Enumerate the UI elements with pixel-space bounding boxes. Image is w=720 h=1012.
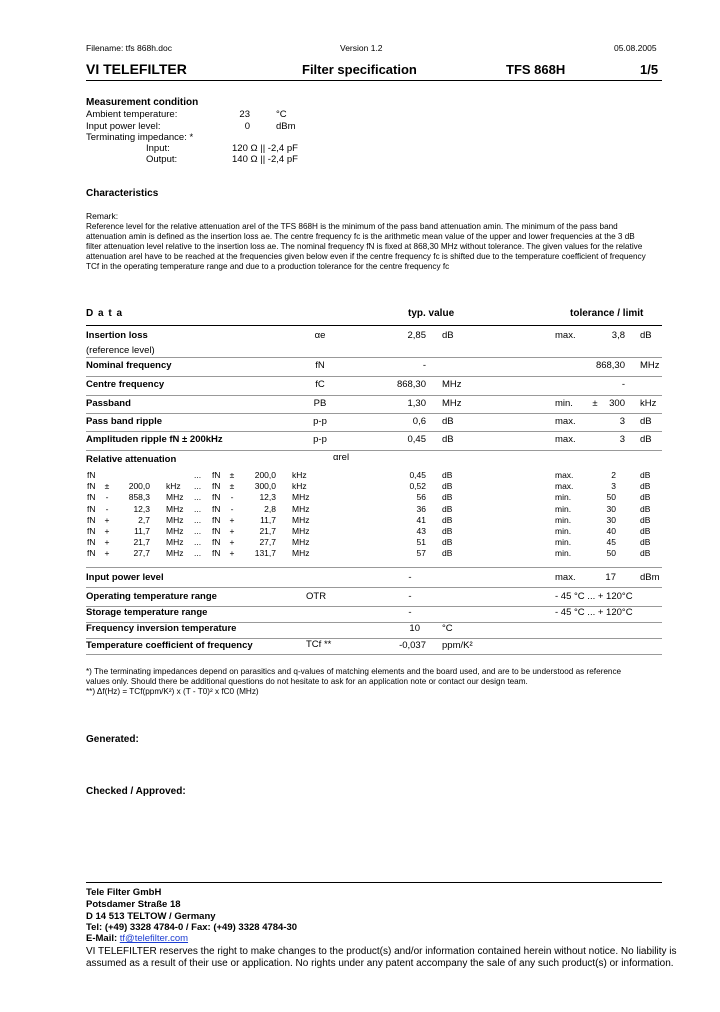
row-limit-type: max. [555,330,576,341]
row-tol-unit: dB [640,434,652,445]
rel-unit1: MHz [166,504,184,514]
rel-dots: ... [194,481,202,491]
rel-value2: 200,0 [254,470,276,480]
row-limit-type: max. [555,434,576,445]
row-rule [86,376,662,377]
footer-tel: Tel: (+49) 3328 4784-0 / Fax: (+49) 3328 4784-30 [86,922,298,933]
date: 05.08.2005 [614,43,657,53]
rel-tol-unit: dB [640,492,651,502]
rel-unit2: MHz [292,537,310,547]
rel-tol: 3 [611,481,616,491]
rel-f2: fN [212,470,221,480]
row-symbol: PB [313,398,327,409]
otr-typ: - [408,591,412,602]
rel-tol: 2 [611,470,616,480]
rel-f1: fN [87,548,96,558]
company-logo [86,61,187,77]
row-tolerance: 3 [619,416,625,427]
rel-unit: dB [442,537,453,547]
rel-dots: ... [194,515,202,525]
rel-tol: 45 [606,537,616,547]
rel-limit: max. [555,481,574,491]
footer-email-row [86,933,188,944]
input-label: Input: [146,143,170,154]
rel-sign2: + [229,537,235,547]
table-bottom-rule [86,654,662,655]
rel-dots: ... [194,504,202,514]
row-tolerance: 3,8 [611,330,625,341]
otr-label: Operating temperature range [86,591,217,602]
row-rule [86,450,662,451]
power-unit: dBm [276,121,296,132]
rel-value2: 300,0 [254,481,276,491]
rel-value2: 12,3 [259,492,276,502]
row-unit: dB [442,330,454,341]
note-2: **) Δf(Hz) = TCf(ppm/K²) x (T - T0)² x fC0 (MHz) [86,687,259,696]
measurement-heading: Measurement condition [86,97,199,108]
part-number: TFS 868H [506,62,566,77]
rel-unit: dB [442,481,453,491]
rel-value1: 12,3 [133,504,150,514]
row-pm: ± [592,398,598,409]
row-typ-value: 1,30 [407,398,426,409]
inversion-label: Frequency inversion temperature [86,623,237,634]
rel-typ: 43 [416,526,426,536]
filename: Filename: tfs 868h.doc [86,43,172,53]
checked-label: Checked / Approved: [86,786,186,797]
rel-tol: 30 [606,504,616,514]
power-label: Input power level: [86,121,161,132]
rel-tol-unit: dB [640,537,651,547]
otr-symbol: OTR [306,591,327,602]
doc-title: Filter specification [302,62,417,77]
row-typ-value: 868,30 [396,379,426,390]
rel-unit1: MHz [166,526,184,536]
rel-unit1: MHz [166,537,184,547]
rel-typ: 36 [416,504,426,514]
row-tol-unit: MHz [640,360,660,371]
row-symbol: αe [314,330,326,341]
rel-value1: 27,7 [133,548,150,558]
rel-sign2: - [230,492,234,502]
input-value: 120 Ω || -2,4 pF [232,143,298,154]
rel-sign1: + [104,515,110,525]
row-rule [86,587,662,588]
rel-f1: fN [87,470,96,480]
input-power-typ: - [408,572,412,583]
rel-f2: fN [212,515,221,525]
rel-sign1: - [105,504,109,514]
rel-value1: 200,0 [128,481,150,491]
col-tolerance: tolerance / limit [570,308,644,319]
page-number: 1/5 [640,62,659,77]
rel-tol-unit: dB [640,515,651,525]
rel-unit2: MHz [292,492,310,502]
rel-unit: dB [442,492,453,502]
input-power-tol: 17 [605,572,616,583]
rel-limit: min. [555,526,572,536]
note-1-cont: values only. Should there be additional questions do not hesitate to ask for an application note or contact our design team. [86,677,528,686]
footer-company: Tele Filter GmbH [86,887,162,898]
rel-sign1: - [105,492,109,502]
row-limit-type: min. [555,398,573,409]
rel-f1: fN [87,537,96,547]
rel-limit: min. [555,504,572,514]
rel-f2: fN [212,537,221,547]
rel-typ: 57 [416,548,426,558]
row-symbol: p-p [313,434,327,445]
rel-unit2: kHz [292,470,307,480]
row-tol-unit: dB [640,416,652,427]
rel-typ: 0,45 [409,470,426,480]
rel-limit: max. [555,470,574,480]
rel-unit: dB [442,504,453,514]
rel-atten-symbol: αrel [333,452,350,463]
rel-dots: ... [194,492,202,502]
rel-unit1: MHz [166,515,184,525]
row-unit: MHz [442,379,462,390]
rel-value2: 11,7 [260,515,276,525]
remark-line: filter attenuation level relative to the insertion loss ae. The nominal frequency fN is fixed at 868,30 MHz without tolerance. The given values for the relative [86,242,643,251]
input-power-label: Input power level [86,572,164,583]
rel-limit: min. [555,548,572,558]
row-label: Insertion loss [86,330,148,341]
row-typ-value: - [422,360,426,371]
tc-symbol: TCf ** [306,639,332,650]
rel-sign2: ± [229,481,235,491]
rel-tol: 30 [606,515,616,525]
terminating-label: Terminating impedance: * [86,132,194,143]
row-unit: MHz [442,398,462,409]
remark-label: Remark: [86,211,119,221]
footer-email-label: E-Mail: [86,933,118,944]
remark-line: TCf in the operating temperature range and due to a production tolerance for the centre frequency fc [86,262,450,271]
rel-tol-unit: dB [640,526,651,536]
rel-f2: fN [212,526,221,536]
row-symbol: fN [315,360,325,371]
row-label: Pass band ripple [86,416,163,427]
tc-unit: ppm/K² [442,640,473,651]
row-typ-value: 2,85 [407,330,426,341]
rel-typ: 51 [416,537,426,547]
rel-sign1: + [104,548,110,558]
row-rule [86,395,662,396]
rel-tol: 40 [606,526,616,536]
rel-unit: dB [442,548,453,558]
rel-unit2: kHz [292,481,307,491]
rel-limit: min. [555,537,572,547]
rel-dots: ... [194,537,202,547]
row-label: Nominal frequency [86,360,172,371]
footer-divider [86,882,662,883]
row-tolerance: 868,30 [595,360,625,371]
logo-mark: VI [86,61,100,77]
rel-f1: fN [87,526,96,536]
rel-value2: 131,7 [254,548,276,558]
row-limit-type: max. [555,416,576,427]
output-value: 140 Ω || -2,4 pF [232,154,298,165]
rel-unit1: MHz [166,548,184,558]
generated-label: Generated: [86,734,139,745]
otr-tol: - 45 °C ... + 120°C [555,591,633,602]
ambient-label: Ambient temperature: [86,109,178,120]
storage-label: Storage temperature range [86,607,208,618]
row-label: Amplituden ripple fN ± 200kHz [86,434,223,445]
tc-typ: -0,037 [399,640,426,651]
input-power-unit: dBm [640,572,660,583]
rel-unit1: kHz [166,481,181,491]
footer-disclaimer: VI TELEFILTER reserves the right to make changes to the product(s) and/or information contained herein without notice. No liability is [86,946,677,957]
rel-unit2: MHz [292,515,310,525]
table-top-rule [86,325,662,326]
rel-tol-unit: dB [640,481,651,491]
remark-line: attenuation arel have to be reached at the frequencies given below even if the centre frequency fc is shifted due to the temperature coefficient of frequency [86,252,646,261]
row-unit: dB [442,434,454,445]
rel-f2: fN [212,492,221,502]
row-label: Passband [86,398,131,409]
row-tol-unit: kHz [640,398,657,409]
input-power-limit: max. [555,572,576,583]
rel-value2: 27,7 [259,537,276,547]
inversion-typ: 10 [409,623,420,634]
rel-atten-label: Relative attenuation [86,454,177,465]
rel-value1: 858,3 [128,492,150,502]
row-symbol: p-p [313,416,327,427]
col-typ: typ. value [408,308,455,319]
rel-sign2: + [229,526,235,536]
row-rule [86,638,662,639]
rel-value2: 2,8 [264,504,276,514]
ambient-value: 23 [239,109,250,120]
rel-f2: fN [212,548,221,558]
tc-label: Temperature coefficient of frequency [86,640,253,651]
rel-dots: ... [194,548,202,558]
rel-value1: 11,7 [134,526,150,536]
rel-value1: 2,7 [138,515,150,525]
remark-line: Reference level for the relative attenuation arel of the TFS 868H is the minimum of the pass band attenuation amin. The minimum of the pass band [86,222,618,231]
power-value: 0 [244,121,250,132]
row-tolerance: 3 [619,434,625,445]
rel-f1: fN [87,492,96,502]
row-tol-unit: dB [640,330,652,341]
footer-street: Potsdamer Straße 18 [86,899,181,910]
row-rule [86,413,662,414]
company-name: TELEFILTER [103,61,187,77]
rel-tol-unit: dB [640,470,651,480]
rel-tol: 50 [606,548,616,558]
rel-typ: 0,52 [409,481,426,491]
rel-sign2: ± [229,470,235,480]
row-symbol: fC [315,379,325,390]
rel-unit: dB [442,515,453,525]
header-divider [86,80,662,81]
rel-tol-unit: dB [640,504,651,514]
row-rule [86,431,662,432]
rel-limit: min. [555,492,572,502]
row-tolerance: 300 [609,398,625,409]
output-label: Output: [146,154,178,165]
rel-f1: fN [87,515,96,525]
rel-unit2: MHz [292,504,310,514]
version: Version 1.2 [340,43,383,53]
storage-typ: - [408,607,412,618]
rel-f1: fN [87,504,96,514]
rel-sign1: ± [104,481,110,491]
rel-sign2: - [230,504,234,514]
rel-f2: fN [212,504,221,514]
row-label: Centre frequency [86,379,165,390]
note-1: *) The terminating impedances depend on parasitics and q-values of matching elements and the board used, and are to be understood as reference [86,667,622,676]
rel-typ: 41 [416,515,426,525]
row-sublabel: (reference level) [86,345,155,356]
row-tolerance: - [621,379,625,390]
rel-tol: 50 [606,492,616,502]
remark-line: attenuation amin is defined as the insertion loss ae. The centre frequency fc is the arithmetic mean value of the upper and lower frequencies at the 3 dB [86,232,635,241]
rel-value1: 21,7 [133,537,150,547]
rel-sign1: + [104,526,110,536]
rel-dots: ... [194,470,202,480]
row-typ-value: 0,45 [407,434,426,445]
rel-unit: dB [442,526,453,536]
ambient-unit: °C [276,109,287,120]
rel-unit: dB [442,470,453,480]
storage-tol: - 45 °C ... + 120°C [555,607,633,618]
rel-unit2: MHz [292,526,310,536]
footer-email-link[interactable]: tf@telefilter.com [119,933,189,944]
footer-city: D 14 513 TELTOW / Germany [86,911,216,922]
rel-unit1: MHz [166,492,184,502]
rel-tol-unit: dB [640,548,651,558]
row-rule [86,567,662,568]
rel-f1: fN [87,481,96,491]
characteristics-heading: Characteristics [86,188,159,199]
rel-typ: 56 [416,492,426,502]
rel-sign1: + [104,537,110,547]
rel-limit: min. [555,515,572,525]
rel-unit2: MHz [292,548,310,558]
rel-sign2: + [229,548,235,558]
col-data: D a t a [86,308,124,319]
footer-disclaimer: assumed as a result of their use or application. No rights under any patent accompany the sale of any such product(s) or information. [86,958,674,969]
row-unit: dB [442,416,454,427]
rel-value2: 21,7 [259,526,276,536]
rel-f2: fN [212,481,221,491]
row-typ-value: 0,6 [412,416,426,427]
rel-sign2: + [229,515,235,525]
row-rule [86,357,662,358]
rel-dots: ... [194,526,202,536]
inversion-unit: °C [442,623,453,634]
